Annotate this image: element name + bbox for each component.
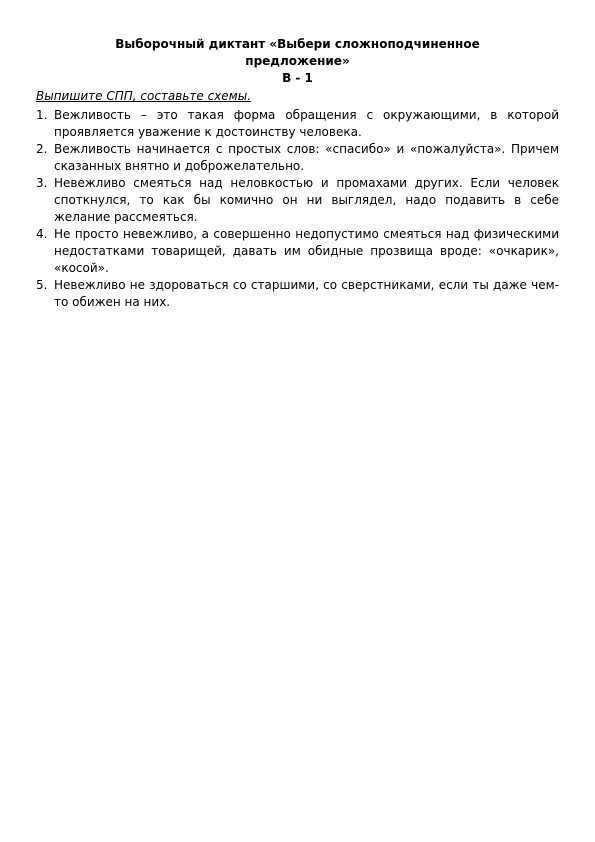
- item-text: Невежливо смеяться над неловкостью и промахами других. Если человек споткнулся, то как бы комично он ни выглядел, надо подавить в себе желание рассмеяться.: [54, 176, 559, 224]
- variant-label: В - 1: [282, 71, 313, 85]
- list-item: [36, 226, 559, 277]
- item-text: Вежливость начинается с простых слов: «спасибо» и «пожалуйста». Причем сказанных внятно и доброжелательно.: [54, 142, 559, 173]
- item-number: 2.: [36, 142, 48, 156]
- item-text: Не просто невежливо, а совершенно недопустимо смеяться над физическими недостатками товарищей, давать им обидные прозвища вроде: «очкарик», «косой».: [54, 227, 559, 275]
- list-item: [36, 175, 559, 226]
- item-text: Невежливо не здороваться со старшими, со сверстниками, если ты даже чем-то обижен на них.: [54, 278, 559, 309]
- document-page: [36, 36, 559, 311]
- sentence-list: [36, 107, 559, 311]
- item-number: 4.: [36, 227, 48, 241]
- item-number: 5.: [36, 278, 48, 292]
- list-item: [36, 277, 559, 311]
- task-instruction: Выпишите СПП, составьте схемы.: [36, 89, 252, 103]
- list-item: [36, 107, 559, 141]
- document-title: Выборочный диктант «Выбери сложноподчиненное предложение»: [115, 37, 480, 68]
- item-number: 3.: [36, 176, 48, 190]
- list-item: [36, 141, 559, 175]
- item-number: 1.: [36, 108, 48, 122]
- item-text: Вежливость – это такая форма обращения с окружающими, в которой проявляется уважение к достоинству человека.: [54, 108, 559, 139]
